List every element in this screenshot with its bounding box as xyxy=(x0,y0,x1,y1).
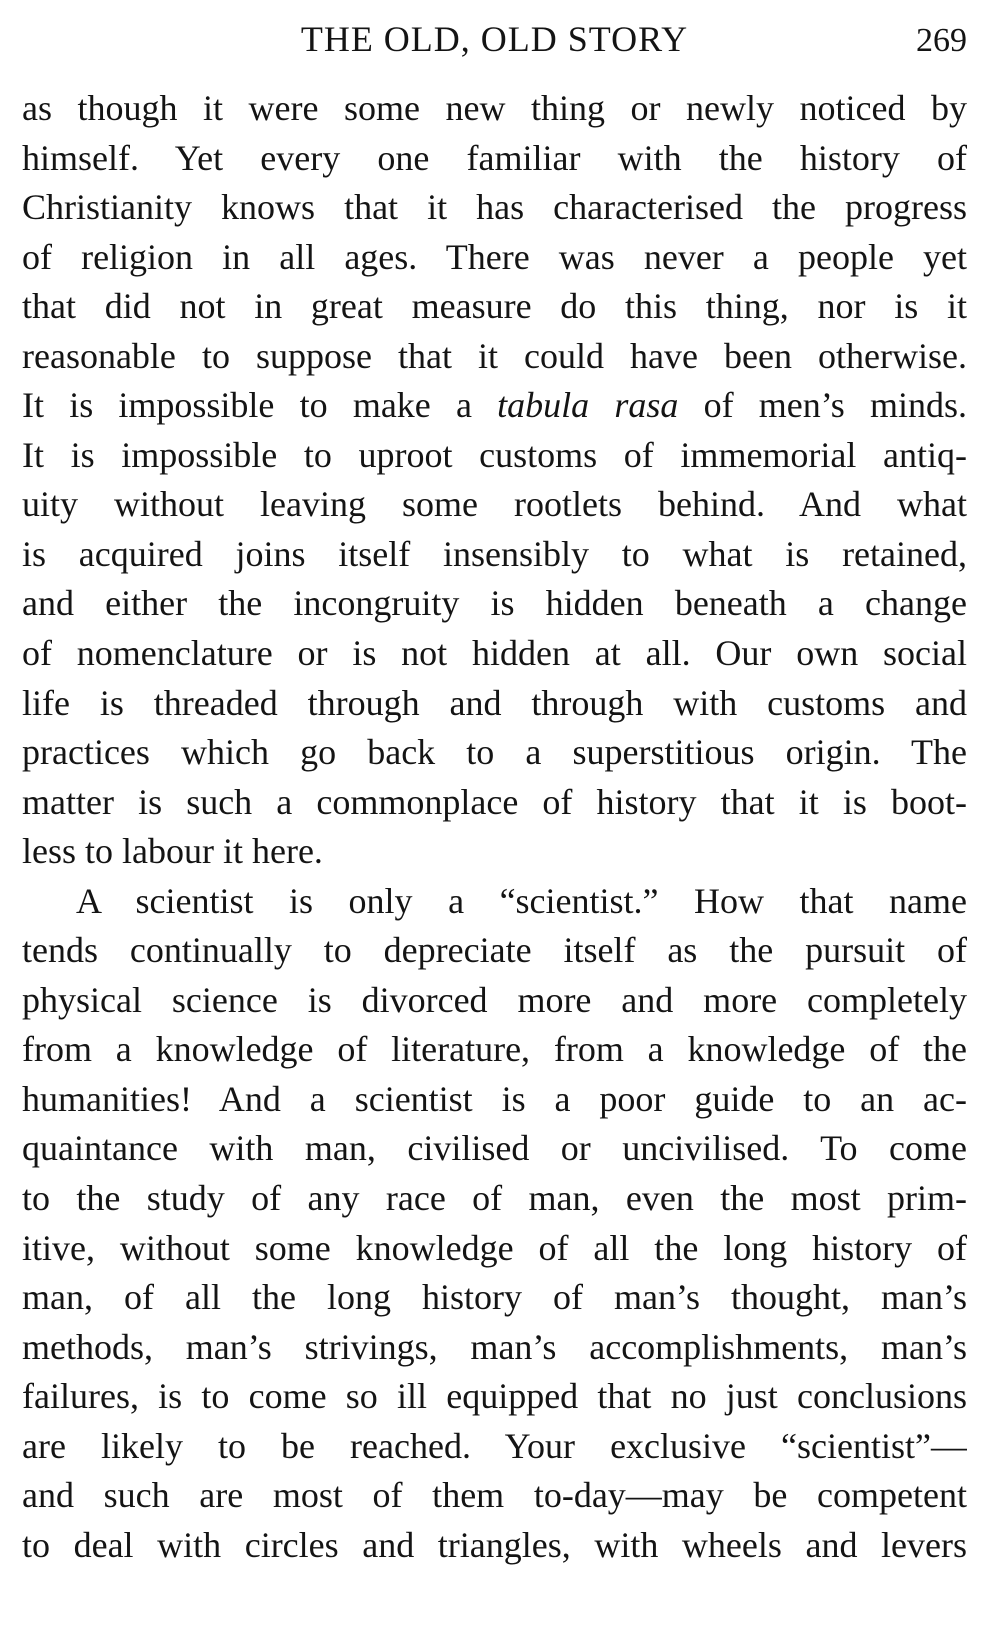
text-line xyxy=(22,1372,967,1422)
text-segment: A scientist is only a “scientist.” How that name xyxy=(76,880,967,921)
text-line xyxy=(22,877,967,927)
text-line xyxy=(22,728,967,778)
text-line xyxy=(22,1323,967,1373)
text-line xyxy=(22,579,967,629)
text-segment: of men’s minds. xyxy=(678,385,967,426)
text-segment: to deal with circles and triangles, with wheels and levers xyxy=(22,1524,967,1565)
text-line xyxy=(22,976,967,1026)
text-line xyxy=(22,332,967,382)
text-segment: Christianity knows that it has characterised the progress xyxy=(22,187,967,228)
text-line xyxy=(22,84,967,134)
running-head xyxy=(22,14,967,64)
text-line xyxy=(22,1075,967,1125)
text-segment: man, of all the long history of man’s thought, man’s xyxy=(22,1277,967,1318)
text-segment: It is impossible to make a xyxy=(22,385,498,426)
text-segment: to the study of any race of man, even the most prim- xyxy=(22,1178,967,1219)
text-segment: methods, man’s strivings, man’s accomplishments, man’s xyxy=(22,1326,967,1367)
text-segment: and either the incongruity is hidden beneath a change xyxy=(22,583,967,624)
text-segment: are likely to be reached. Your exclusive “scientist”— xyxy=(22,1425,967,1466)
paragraph xyxy=(22,84,967,877)
italic-phrase: tabula rasa xyxy=(497,385,679,426)
text-segment: is acquired joins itself insensibly to what is retained, xyxy=(22,533,967,574)
text-segment: life is threaded through and through with customs and xyxy=(22,682,967,723)
text-line xyxy=(22,233,967,283)
text-line xyxy=(22,926,967,976)
text-line xyxy=(22,1521,967,1571)
text-line xyxy=(22,778,967,828)
page-number: 269 xyxy=(916,22,967,59)
text-segment: matter is such a commonplace of history that it is boot- xyxy=(22,781,967,822)
text-line xyxy=(22,431,967,481)
running-title: THE OLD, OLD STORY xyxy=(300,19,689,59)
text-segment: quaintance with man, civilised or uncivilised. To come xyxy=(22,1128,967,1169)
text-segment: of nomenclature or is not hidden at all. Our own social xyxy=(22,633,967,674)
text-segment: tends continually to depreciate itself as the pursuit of xyxy=(22,930,967,971)
text-segment: humanities! And a scientist is a poor guide to an ac- xyxy=(22,1078,967,1119)
text-segment: uity without leaving some rootlets behind. And what xyxy=(22,484,967,525)
text-segment: practices which go back to a superstitious origin. The xyxy=(22,732,967,773)
text-line xyxy=(22,679,967,729)
text-segment: and such are most of them to-day—may be competent xyxy=(22,1475,967,1516)
text-segment: failures, is to come so ill equipped that no just conclusions xyxy=(22,1376,967,1417)
text-line xyxy=(22,827,967,877)
text-line xyxy=(22,1422,967,1472)
text-segment: that did not in great measure do this thing, nor is it xyxy=(22,286,967,327)
text-line xyxy=(22,1124,967,1174)
body-text xyxy=(22,84,967,1570)
text-segment: physical science is divorced more and more completely xyxy=(22,979,967,1020)
text-line xyxy=(22,480,967,530)
text-line xyxy=(22,1273,967,1323)
text-segment: itive, without some knowledge of all the long history of xyxy=(22,1227,967,1268)
text-segment: as though it were some new thing or newly noticed by xyxy=(22,88,967,128)
text-line xyxy=(22,381,967,431)
text-segment: of religion in all ages. There was never a people yet xyxy=(22,236,967,277)
text-segment: from a knowledge of literature, from a knowledge of the xyxy=(22,1029,967,1070)
text-line xyxy=(22,629,967,679)
text-segment: himself. Yet every one familiar with the history of xyxy=(22,137,967,178)
text-segment: less to labour it here. xyxy=(22,831,323,872)
text-line xyxy=(22,1224,967,1274)
text-segment: It is impossible to uproot customs of immemorial antiq- xyxy=(22,434,967,475)
text-line xyxy=(22,1174,967,1224)
text-line xyxy=(22,1025,967,1075)
text-segment: reasonable to suppose that it could have been otherwise. xyxy=(22,335,967,376)
text-line xyxy=(22,183,967,233)
paragraph xyxy=(22,877,967,1571)
text-line xyxy=(22,282,967,332)
text-line xyxy=(22,530,967,580)
text-line xyxy=(22,1471,967,1521)
text-line xyxy=(22,134,967,184)
